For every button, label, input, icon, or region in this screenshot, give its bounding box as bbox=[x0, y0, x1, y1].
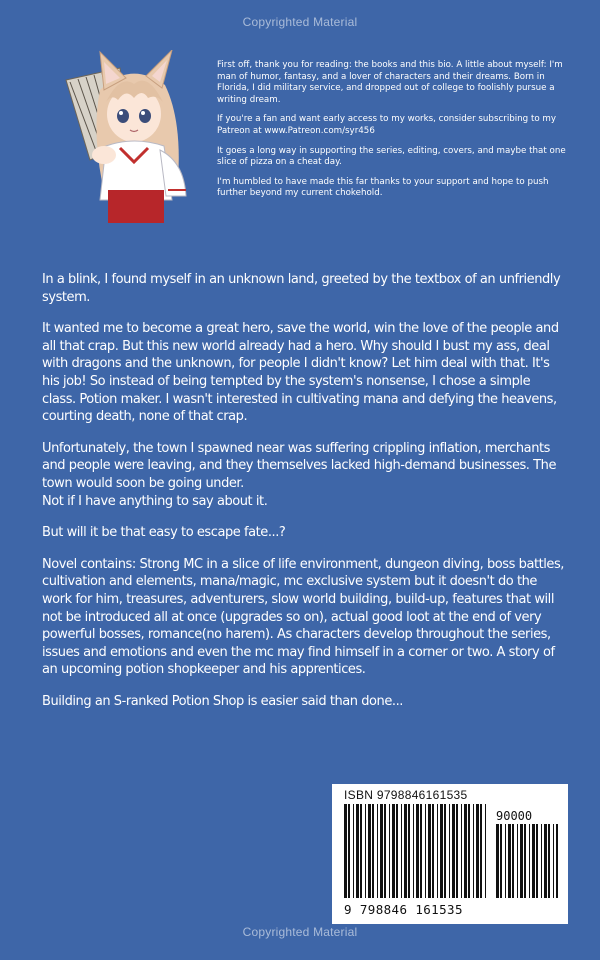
bio-paragraph: If you're a fan and want early access to my works, consider subscribing to my Patreon at www.Patreon.com/syr456 bbox=[217, 114, 557, 136]
barcode-bar bbox=[408, 804, 410, 898]
barcode-bar bbox=[541, 824, 542, 898]
barcode-bar bbox=[392, 804, 395, 898]
barcode-bar bbox=[413, 804, 414, 898]
blurb-paragraph: Novel contains: Strong MC in a slice of life environment, dungeon diving, boss battles, cultivation and elements, mana/magic, mc exclusive system but it doesn't do the work for him, treasures, adventurers, slow world building, build-up, features that will not be introduced all at once (upgrades so on), actual good loot at the end of very powerful bosses, romance(no harem). As characters develop throughout the series, issues and emotions and even the mc may find himself in a corner or two. A story of an upcoming potion shopkeeper and his apprentices. bbox=[42, 556, 564, 678]
blurb-paragraph: Unfortunately, the town I spawned near was suffering crippling inflation, merchants and people were leaving, and they themselves lacked high-demand businesses. The town would soon be going under. Not if I have anything to say about it. bbox=[42, 440, 557, 509]
barcode-bar bbox=[464, 804, 467, 898]
isbn-barcode-box bbox=[332, 784, 568, 924]
barcode-bar bbox=[372, 804, 374, 898]
barcode-bar bbox=[404, 804, 407, 898]
barcode-bar bbox=[377, 804, 378, 898]
barcode-bar bbox=[440, 804, 443, 898]
barcode-bar bbox=[505, 824, 506, 898]
barcode-bar bbox=[360, 804, 362, 898]
barcode-bar bbox=[485, 804, 486, 898]
bio-paragraph: I'm humbled to have made this far thanks to your support and hope to push further beyond my current chokehold. bbox=[217, 176, 549, 199]
barcode-bar bbox=[353, 804, 354, 898]
barcode-bar bbox=[512, 824, 514, 898]
price-code: 90000 bbox=[496, 809, 533, 823]
barcode-bar bbox=[496, 824, 499, 898]
barcode-bar bbox=[517, 824, 518, 898]
book-blurb bbox=[42, 271, 564, 724]
barcode-bar bbox=[480, 804, 482, 898]
barcode-bar bbox=[348, 804, 350, 898]
barcode-bar bbox=[420, 804, 422, 898]
barcode-bar bbox=[368, 804, 371, 898]
barcode-bar bbox=[532, 824, 535, 898]
barcode-bar bbox=[444, 804, 446, 898]
isbn-digits: 9 798846 161535 bbox=[344, 902, 463, 917]
blurb-paragraph: In a blink, I found myself in an unknown land, greeted by the textbox of an unfriendly system. bbox=[42, 272, 561, 305]
barcode-bar bbox=[524, 824, 526, 898]
barcode-bar bbox=[428, 804, 431, 898]
barcode-bar bbox=[425, 804, 426, 898]
barcode-bar bbox=[500, 824, 502, 898]
barcode-bar bbox=[396, 804, 398, 898]
blurb-paragraph: Building an S-ranked Potion Shop is easier said than done... bbox=[42, 693, 403, 709]
barcode-bar bbox=[556, 824, 558, 898]
blurb-paragraph: But will it be that easy to escape fate...? bbox=[42, 525, 286, 541]
barcode-bar bbox=[380, 804, 383, 898]
barcode-bar bbox=[356, 804, 359, 898]
barcode-bar bbox=[365, 804, 366, 898]
barcode-bar bbox=[461, 804, 462, 898]
bio-paragraph: First off, thank you for reading: the books and this bio. A little about myself: I'm man of humor, fantasy, and a lover of characters and their dreams. Born in Florida, I did military service, and dropped out of college to foolishly pursue a writing dream. bbox=[217, 60, 563, 105]
barcode-bar bbox=[416, 804, 419, 898]
author-avatar-illustration bbox=[60, 50, 200, 225]
isbn-label: ISBN 9798846161535 bbox=[344, 788, 468, 802]
barcode-bar bbox=[508, 824, 511, 898]
barcode-bar bbox=[384, 804, 386, 898]
barcode-bar bbox=[529, 824, 530, 898]
barcode-bar bbox=[544, 824, 547, 898]
watermark-top: Copyrighted Material bbox=[242, 15, 358, 29]
blurb-paragraph: It wanted me to become a great hero, save the world, win the love of the people and all that crap. But this new world already had a hero. Why should I bust my ass, deal with dragons and the unknown, for people I didn't know? Let him deal with that. It's his job! So instead of being tempted by the system's nonsense, I chose a simple class. Potion maker. I wasn't interested in cultivating mana and defying the heavens, courting death, none of that crap. bbox=[42, 321, 559, 425]
barcode-bar bbox=[473, 804, 474, 898]
barcode-bar bbox=[553, 824, 554, 898]
barcode-bar bbox=[432, 804, 434, 898]
author-bio bbox=[217, 60, 567, 208]
barcode-bar bbox=[437, 804, 438, 898]
bio-paragraph: It goes a long way in supporting the series, editing, covers, and maybe that one slice of pizza on a cheat day. bbox=[217, 145, 566, 168]
barcode-bar bbox=[449, 804, 450, 898]
barcode-bar bbox=[389, 804, 390, 898]
barcode-bar bbox=[520, 824, 523, 898]
barcode-bar bbox=[344, 804, 347, 898]
barcode-bar bbox=[536, 824, 538, 898]
barcode-bar bbox=[401, 804, 402, 898]
barcode-bar bbox=[452, 804, 455, 898]
barcode-bar bbox=[476, 804, 479, 898]
barcode-bar bbox=[548, 824, 550, 898]
barcode-bar bbox=[456, 804, 458, 898]
watermark-bottom: Copyrighted Material bbox=[242, 925, 358, 939]
barcode-bar bbox=[468, 804, 470, 898]
